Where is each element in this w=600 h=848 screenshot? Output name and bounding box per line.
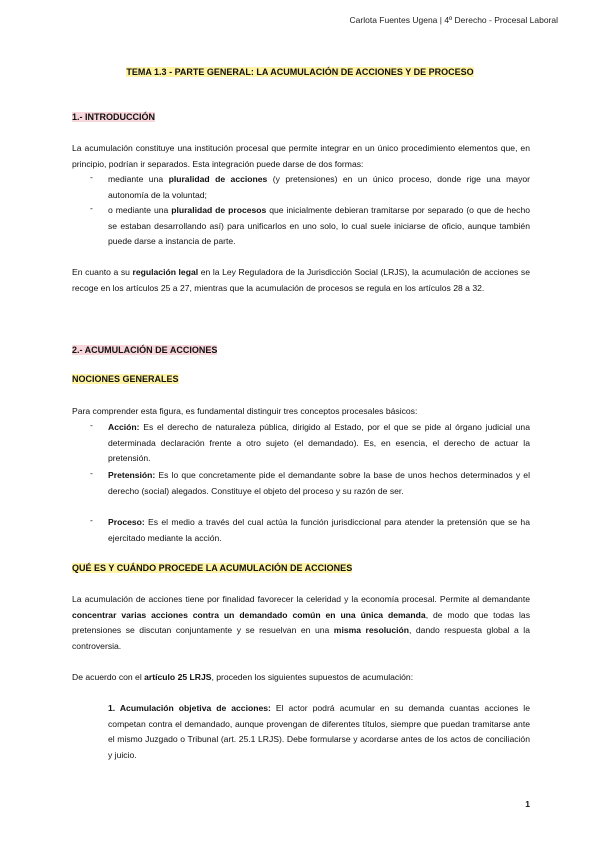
bullet-pluralidad-acciones: mediante una pluralidad de acciones (y pretensiones) en un único proceso, donde rige una mayor autonomía de la voluntad;	[108, 174, 531, 200]
concept-accion: Acción: Es el derecho de naturaleza pública, dirigido al Estado, por el que se pide al órgano judicial una determinada declaración frente a otro sujeto (el demandado). Es, en esencia, el derecho de actuar la pretensión.	[108, 422, 530, 463]
subsection-nociones-generales: NOCIONES GENERALES	[72, 374, 179, 384]
bullet-dash: -	[90, 420, 93, 430]
finalidad-paragraph: La acumulación de acciones tiene por finalidad favorecer la celeridad y la economía procesal. Permite al demandante concentrar varias acciones contra un demandado común en una única demanda, de modo que todas las pretensiones se discutan conjuntamente y se resuelvan en una misma resolución, dando respuesta global a la controversia.	[72, 594, 530, 651]
bullet-dash: -	[90, 172, 93, 182]
section-title-introduccion: 1.- INTRODUCCIÓN	[72, 112, 155, 122]
bullet-dash: -	[90, 515, 93, 525]
intro-paragraph: La acumulación constituye una institución procesal que permite integrar en un único procedimiento elementos que, en principio, podrían ir separados. Esta integración puede darse de dos formas:	[72, 143, 530, 169]
page-header: Carlota Fuentes Ugena | 4º Derecho - Procesal Laboral	[349, 15, 558, 25]
subsection-que-es-cuando-procede: QUÉ ES Y CUÁNDO PROCEDE LA ACUMULACIÓN DE ACCIONES	[72, 563, 353, 573]
concept-pretension: Pretensión: Es lo que concretamente pide el demandante sobre la base de unos hechos determinados y el derecho (social) alegados. Constituye el objeto del proceso y su razón de ser.	[108, 470, 530, 496]
regulacion-paragraph: En cuanto a su regulación legal en la Ley Reguladora de la Jurisdicción Social (LRJS), la acumulación de acciones se recoge en los artículos 25 a 27, mientras que la acumulación de procesos se regula en los artículos 28 a 32.	[72, 267, 530, 293]
bullet-dash: -	[90, 203, 93, 213]
articulo-25-paragraph: De acuerdo con el artículo 25 LRJS, proceden los siguientes supuestos de acumulación:	[72, 672, 414, 682]
document-title: TEMA 1.3 - PARTE GENERAL: LA ACUMULACIÓN DE ACCIONES Y DE PROCESO	[126, 67, 474, 77]
page-number: 1	[525, 799, 530, 809]
section-title-acumulacion-acciones: 2.- ACUMULACIÓN DE ACCIONES	[72, 345, 218, 355]
bullet-dash: -	[90, 468, 93, 478]
supuesto-acumulacion-objetiva: 1. Acumulación objetiva de acciones: El actor podrá acumular en su demanda cuantas acciones le competan contra el demandado, aunque provengan de diferentes títulos, siempre que puedan tramitarse ante el mismo Juzgado o Tribunal (art. 25.1 LRJS). Debe formularse y acordarse antes de los actos de conciliación y juicio.	[108, 703, 530, 760]
nociones-paragraph: Para comprender esta figura, es fundamental distinguir tres conceptos procesales básicos:	[72, 406, 418, 416]
concept-proceso: Proceso: Es el medio a través del cual actúa la función jurisdiccional para atender la pretensión que se ha ejercitado mediante la acción.	[108, 517, 530, 543]
bullet-pluralidad-procesos: o mediante una pluralidad de procesos que inicialmente debieran tramitarse por separado (o que de hecho se estaban desarrollando así) para unificarlos en uno solo, lo cual suele iniciarse de oficio, aunque también puede darse a instancia de parte.	[108, 205, 530, 246]
